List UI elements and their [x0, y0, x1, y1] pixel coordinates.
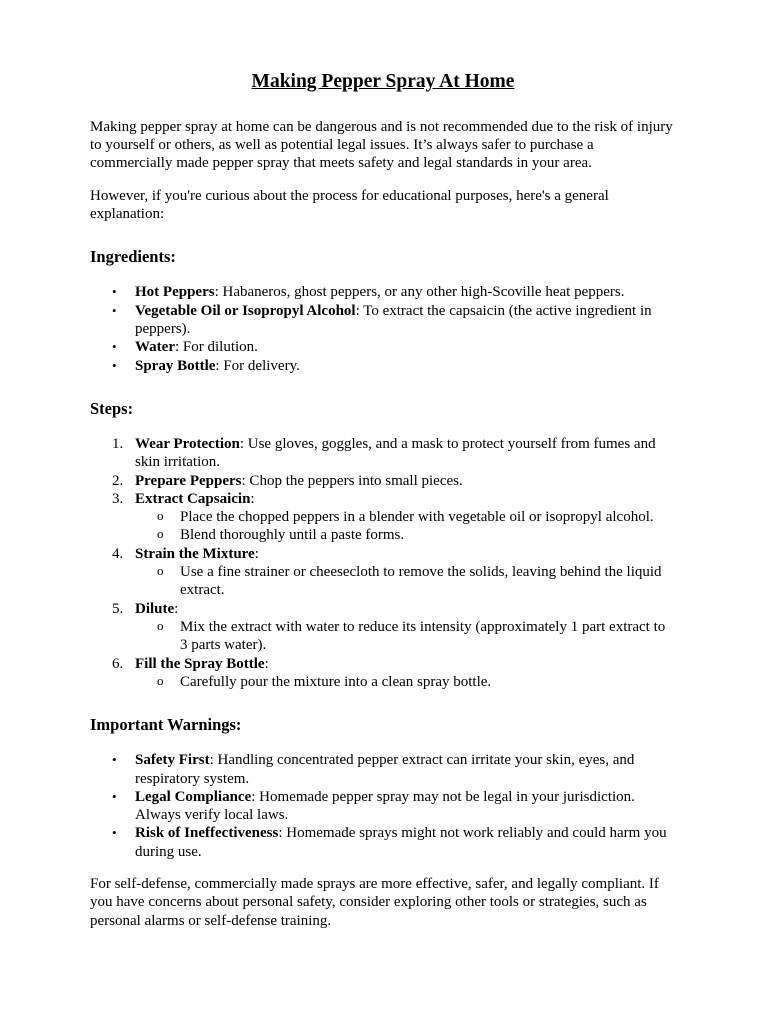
- item-body: : Use gloves, goggles, and a mask to protect yourself from fumes and skin irritation.: [135, 436, 656, 471]
- step-item-text: [135, 655, 676, 692]
- sub-list: [157, 618, 676, 655]
- step-number: 6.: [112, 655, 124, 672]
- item-label: Risk of Ineffectiveness: [135, 825, 279, 842]
- item-label: Spray Bottle: [135, 357, 216, 374]
- list-item-text: [135, 338, 676, 356]
- sub-list: [157, 508, 676, 545]
- intro-paragraph-2: However, if you're curious about the process for educational purposes, here's a general explanation:: [90, 187, 609, 222]
- sub-item-text: Carefully pour the mixture into a clean spray bottle.: [180, 673, 492, 690]
- step-item: [112, 600, 676, 655]
- step-item-heading: [135, 655, 676, 673]
- step-item: [112, 472, 676, 490]
- sub-list-item: [157, 563, 676, 600]
- sub-bullet-marker: o: [157, 617, 164, 633]
- bullet-marker: •: [112, 752, 117, 768]
- warnings-list: [112, 751, 676, 861]
- step-item-heading: [135, 600, 676, 618]
- step-number: 1.: [112, 436, 124, 452]
- closing-paragraph: For self-defense, commercially made sprays are more effective, safer, and legally compliant. If you have concerns about personal safety, consider exploring other tools or strategies, such as personal alarms or self-defense training.: [90, 876, 659, 929]
- step-item: [112, 435, 676, 472]
- item-label: Hot Peppers: [135, 284, 215, 301]
- section-heading-steps: Steps:: [90, 398, 134, 418]
- list-item: [112, 283, 676, 301]
- sub-list-item: [157, 673, 676, 691]
- item-label: Dilute: [135, 600, 175, 617]
- list-item: [112, 824, 676, 861]
- item-body: :: [264, 655, 269, 672]
- item-label: Wear Protection: [135, 436, 240, 452]
- bullet-marker: •: [112, 302, 117, 318]
- bullet-marker: •: [112, 825, 117, 841]
- bullet-marker: •: [112, 357, 117, 373]
- step-number: 4.: [112, 545, 124, 562]
- sub-list: [157, 673, 676, 691]
- sub-list-item: [157, 618, 676, 655]
- step-item-text: [135, 472, 676, 490]
- list-item: [112, 338, 676, 356]
- document-title: Making Pepper Spray At Home: [251, 71, 515, 92]
- step-item-text: [135, 435, 676, 472]
- item-body: : For delivery.: [215, 357, 300, 374]
- step-item: [112, 545, 676, 600]
- item-body: : Habaneros, ghost peppers, or any other high-Scoville heat peppers.: [214, 284, 625, 301]
- item-label: Strain the Mixture: [135, 545, 255, 562]
- steps-list: [112, 435, 676, 691]
- step-item-heading: [135, 490, 676, 508]
- list-item-text: [135, 788, 676, 825]
- list-item: [112, 788, 676, 825]
- item-body: : Chop the peppers into small pieces.: [241, 472, 463, 489]
- item-body: : Homemade sprays might not work reliably and could harm you during use.: [135, 825, 667, 860]
- item-label: Water: [135, 339, 175, 356]
- list-item-text: [135, 357, 676, 375]
- step-item: [112, 490, 676, 545]
- sub-item-text: Use a fine strainer or cheesecloth to remove the solids, leaving behind the liquid extract.: [180, 564, 662, 599]
- step-number: 3.: [112, 490, 124, 507]
- step-item-text: [135, 490, 676, 545]
- list-item: [112, 357, 676, 375]
- list-item: [112, 751, 676, 788]
- intro-paragraph-1: Making pepper spray at home can be dangerous and is not recommended due to the risk of injury to yourself or others, as well as potential legal issues. It’s always safer to purchase a commercially made pepper spray that meets safety and legal standards in your area.: [90, 118, 673, 172]
- item-body: :: [174, 600, 179, 617]
- item-body: :: [250, 490, 255, 507]
- section-heading-warnings: Important Warnings:: [90, 715, 242, 735]
- sub-bullet-marker: o: [157, 563, 164, 579]
- sub-item-text: Mix the extract with water to reduce its intensity (approximately 1 part extract to 3 parts water).: [180, 618, 666, 654]
- list-item-text: [135, 283, 676, 301]
- item-body: : For dilution.: [174, 339, 258, 356]
- item-body: :: [254, 545, 259, 562]
- sub-list: [157, 563, 676, 600]
- item-label: Extract Capsaicin: [135, 490, 251, 507]
- list-item-text: [135, 302, 676, 339]
- step-item: [112, 655, 676, 692]
- item-label: Safety First: [135, 752, 210, 769]
- sub-item-text: Blend thoroughly until a paste forms.: [180, 527, 405, 544]
- step-number: 5.: [112, 600, 124, 617]
- bullet-marker: •: [112, 284, 117, 300]
- step-number: 2.: [112, 472, 124, 489]
- list-item-text: [135, 751, 676, 788]
- item-label: Fill the Spray Bottle: [135, 655, 265, 672]
- list-item-text: [135, 824, 676, 861]
- sub-list-item: [157, 526, 676, 544]
- item-body: : Homemade pepper spray may not be legal in your jurisdiction. Always verify local laws.: [135, 788, 635, 824]
- list-item: [112, 302, 676, 339]
- item-label: Legal Compliance: [135, 788, 252, 805]
- step-item-text: [135, 545, 676, 600]
- sub-bullet-marker: o: [157, 672, 164, 688]
- item-body: : Handling concentrated pepper extract can irritate your skin, eyes, and respiratory system.: [135, 752, 635, 787]
- ingredients-list: [112, 283, 676, 374]
- sub-bullet-marker: o: [157, 508, 164, 524]
- sub-bullet-marker: o: [157, 526, 164, 542]
- item-body: : To extract the capsaicin (the active ingredient in peppers).: [135, 302, 652, 337]
- bullet-marker: •: [112, 339, 117, 355]
- item-label: Vegetable Oil or Isopropyl Alcohol: [135, 302, 356, 319]
- step-item-heading: [135, 545, 676, 563]
- step-item-text: [135, 600, 676, 655]
- bullet-marker: •: [112, 788, 117, 804]
- sub-list-item: [157, 508, 676, 526]
- item-label: Prepare Peppers: [135, 472, 242, 489]
- sub-item-text: Place the chopped peppers in a blender with vegetable oil or isopropyl alcohol.: [180, 509, 654, 526]
- section-heading-ingredients: Ingredients:: [90, 247, 176, 267]
